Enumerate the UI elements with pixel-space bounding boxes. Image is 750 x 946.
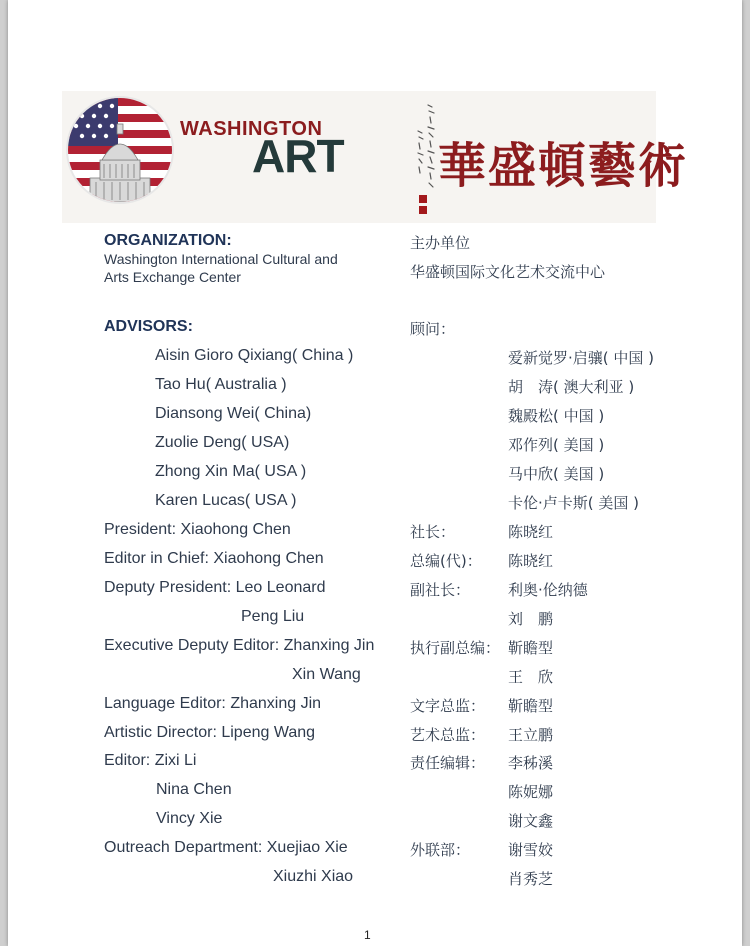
staff-entry: Editor: Zixi Li [104, 752, 197, 769]
staff-name-zh: 李秭溪 [508, 754, 554, 772]
staff-role-zh: 责任编辑： [410, 754, 486, 772]
advisor-name: Zhong Xin Ma( USA ) [155, 463, 307, 480]
advisor-name-zh: 胡 涛( 澳大利亚 ) [508, 378, 635, 396]
staff-role-zh: 执行副总编： [410, 639, 501, 657]
advisor-name-zh: 卡伦·卢卡斯( 美国 ) [508, 494, 640, 512]
staff-role-zh: 外联部： [410, 841, 471, 859]
staff-entry: Nina Chen [156, 781, 232, 798]
logo-washington-text: WASHINGTON [180, 118, 323, 140]
staff-role-zh: 总编(代)： [410, 552, 482, 570]
staff-name-zh: 靳瞻型 [508, 639, 554, 657]
advisors-label: ADVISORS: [104, 318, 193, 335]
advisors-label-zh: 顾问： [410, 320, 456, 338]
staff-entry: Outreach Department: Xuejiao Xie [104, 839, 348, 856]
staff-name-zh: 肖秀芝 [508, 870, 554, 888]
advisor-name-zh: 马中欣( 美国 ) [508, 465, 605, 483]
calligraphy-title: 華盛頓藝術 [438, 138, 689, 194]
staff-role-zh: 副社长： [410, 581, 471, 599]
advisor-name: Zuolie Deng( USA) [155, 434, 290, 451]
staff-entry: Artistic Director: Lipeng Wang [104, 724, 316, 741]
staff-entry: Peng Liu [241, 608, 305, 625]
staff-entry: Xiuzhi Xiao [273, 868, 354, 885]
advisor-name-zh: 魏殿松( 中国 ) [508, 407, 605, 425]
staff-name-zh: 谢雪姣 [508, 841, 554, 859]
staff-entry: Editor in Chief: Xiaohong Chen [104, 550, 324, 567]
staff-name-zh: 靳瞻型 [508, 697, 554, 715]
staff-name-zh: 王立鹏 [508, 726, 554, 744]
organization-label-zh: 主办单位 [410, 234, 471, 252]
staff-entry: President: Xiaohong Chen [104, 521, 291, 538]
page-number: 1 [364, 928, 371, 942]
advisor-name-zh: 爱新觉罗·启骧( 中国 ) [508, 349, 655, 367]
organization-label: ORGANIZATION: [104, 232, 232, 249]
staff-entry: Vincy Xie [156, 810, 223, 827]
staff-name-zh: 刘 鹏 [508, 610, 554, 628]
staff-entry: Language Editor: Zhanxing Jin [104, 695, 322, 712]
advisor-name: Karen Lucas( USA ) [155, 492, 297, 509]
advisor-name: Tao Hu( Australia ) [155, 376, 287, 393]
staff-name-zh: 谢文鑫 [508, 812, 554, 830]
calligraphy-inscription [410, 101, 440, 224]
advisor-name: Aisin Gioro Qixiang( China ) [155, 347, 354, 364]
organization-name-line2: Arts Exchange Center [104, 269, 241, 285]
advisor-name: Diansong Wei( China) [155, 405, 312, 422]
capitol-flag-logo [66, 96, 174, 204]
staff-name-zh: 陈晓红 [508, 523, 554, 541]
organization-name-zh: 华盛顿国际文化艺术交流中心 [410, 263, 606, 281]
staff-entry: Xin Wang [292, 666, 361, 683]
staff-role-zh: 社长： [410, 523, 456, 541]
advisor-name-zh: 邓作列( 美国 ) [508, 436, 605, 454]
organization-name-line1: Washington International Cultural and [104, 251, 338, 267]
logo-art-text: ART [252, 130, 344, 182]
staff-role-zh: 文字总监： [410, 697, 486, 715]
staff-entry: Deputy President: Leo Leonard [104, 579, 326, 596]
staff-name-zh: 陈晓红 [508, 552, 554, 570]
staff-role-zh: 艺术总监： [410, 726, 486, 744]
staff-name-zh: 王 欣 [508, 668, 554, 686]
staff-entry: Executive Deputy Editor: Zhanxing Jin [104, 637, 375, 654]
staff-name-zh: 利奥·伦纳德 [508, 581, 588, 599]
staff-name-zh: 陈妮娜 [508, 783, 554, 801]
